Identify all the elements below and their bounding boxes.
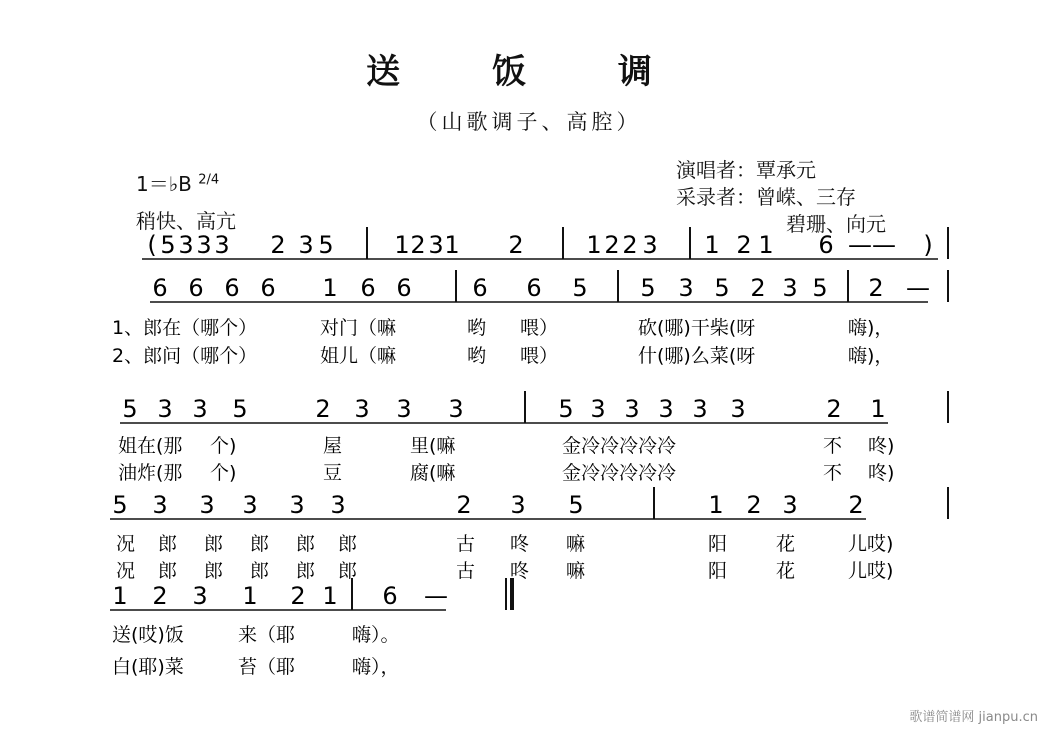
lyric-text: 腐(嘛 xyxy=(410,462,456,484)
note: 2 xyxy=(456,491,472,519)
lyric-text: 儿哎) xyxy=(848,533,894,555)
lyric-text: 喂） xyxy=(520,345,559,367)
note: —— xyxy=(848,231,896,259)
note: 3 xyxy=(354,395,370,423)
note: 3 xyxy=(510,491,526,519)
lyric-text: 郎 xyxy=(338,560,358,582)
lyric-text: 不 xyxy=(823,435,843,457)
note: 3 xyxy=(242,491,258,519)
lyric-text: 里(嘛 xyxy=(410,435,456,457)
note: 5 xyxy=(640,274,656,302)
note: 3 xyxy=(428,231,444,259)
lyric-text: 郎 xyxy=(158,560,178,582)
note: 3 xyxy=(396,395,412,423)
lyric-text: 油炸(那 xyxy=(118,462,183,484)
note: 2 xyxy=(290,582,306,610)
note: 6 xyxy=(818,231,834,259)
lyric-text: 嘛 xyxy=(566,560,586,582)
note: 1 xyxy=(394,231,410,259)
lyric-text: 不 xyxy=(823,462,843,484)
note: 1 xyxy=(870,395,886,423)
lyric-text: 1、郎在（哪个） xyxy=(112,317,258,339)
note: 2 xyxy=(152,582,168,610)
note: 5 xyxy=(558,395,574,423)
note: 3 xyxy=(178,231,194,259)
lyric-text: 嘛 xyxy=(566,533,586,555)
lyric-text: 哟 xyxy=(467,345,487,367)
song-subtitle: （山歌调子、高腔） xyxy=(416,110,642,134)
lyric-text: 嗨)， xyxy=(848,345,894,367)
note: 2 xyxy=(826,395,842,423)
lyric-text: 送(哎)饭 xyxy=(112,624,184,646)
note: 3 xyxy=(678,274,694,302)
note: 6 xyxy=(260,274,276,302)
lyric-text: 花 xyxy=(776,533,796,555)
note: 2 xyxy=(736,231,752,259)
lyric-text: 况 xyxy=(116,533,136,555)
note: 1 xyxy=(758,231,774,259)
lyric-text: 咚 xyxy=(510,533,530,555)
lyric-text: 砍(哪)干柴(呀 xyxy=(638,317,756,339)
note: 1 xyxy=(704,231,720,259)
note: 3 xyxy=(199,491,215,519)
time-signature: 2/4 xyxy=(198,172,220,188)
note: 6 xyxy=(382,582,398,610)
lyric-text: 郎 xyxy=(250,533,270,555)
lyric-text: 古 xyxy=(456,560,476,582)
note: 2 xyxy=(604,231,620,259)
lyric-text: 2、郎问（哪个） xyxy=(112,345,258,367)
watermark: 歌谱简谱网 jianpu.cn xyxy=(909,710,1038,725)
note: 6 xyxy=(188,274,204,302)
note: 3 xyxy=(152,491,168,519)
note: 6 xyxy=(526,274,542,302)
recorder-credit-2: 碧珊、向元 xyxy=(786,212,886,236)
note: 3 xyxy=(624,395,640,423)
note: 6 xyxy=(396,274,412,302)
note: ( xyxy=(147,231,157,259)
lyric-text: 郎 xyxy=(204,533,224,555)
note: ) xyxy=(923,231,933,259)
tempo-marking: 稍快、高亢 xyxy=(136,209,236,233)
note: 5 xyxy=(572,274,588,302)
lyric-text: 嗨）， xyxy=(352,656,400,678)
note: 1 xyxy=(586,231,602,259)
note: 5 xyxy=(568,491,584,519)
lyric-text: 郎 xyxy=(296,533,316,555)
lyric-text: 个) xyxy=(210,462,237,484)
note: 1 xyxy=(708,491,724,519)
note: 3 xyxy=(590,395,606,423)
lyric-text: 咚) xyxy=(868,435,895,457)
lyric-text: 屋 xyxy=(323,435,343,457)
note: 3 xyxy=(330,491,346,519)
note: 2 xyxy=(622,231,638,259)
lyric-text: 郎 xyxy=(250,560,270,582)
lyric-text: 古 xyxy=(456,533,476,555)
lyric-text: 儿哎) xyxy=(848,560,894,582)
note: 5 xyxy=(714,274,730,302)
note: 5 xyxy=(232,395,248,423)
note: 1 xyxy=(242,582,258,610)
lyric-text: 豆 xyxy=(323,462,343,484)
note: 6 xyxy=(360,274,376,302)
lyric-text: 金冷冷冷冷冷 xyxy=(562,462,677,484)
note: 3 xyxy=(692,395,708,423)
note: — xyxy=(424,582,448,610)
note: 3 xyxy=(214,231,230,259)
lyric-text: 花 xyxy=(776,560,796,582)
note: 6 xyxy=(224,274,240,302)
note: 3 xyxy=(658,395,674,423)
lyric-text: 金冷冷冷冷冷 xyxy=(562,435,677,457)
note: 1 xyxy=(322,274,338,302)
lyric-text: 哟 xyxy=(467,317,487,339)
lyric-text: 郎 xyxy=(158,533,178,555)
note: 3 xyxy=(196,231,212,259)
note: 3 xyxy=(642,231,658,259)
lyric-text: 喂） xyxy=(520,317,559,339)
note: 3 xyxy=(298,231,314,259)
note: 1 xyxy=(322,582,338,610)
note: 6 xyxy=(472,274,488,302)
note: 3 xyxy=(448,395,464,423)
note: 3 xyxy=(730,395,746,423)
lyric-text: 姐儿（嘛 xyxy=(320,345,397,367)
note: 3 xyxy=(782,274,798,302)
key-signature-text: 1＝♭B xyxy=(136,172,192,196)
lyric-text: 对门（嘛 xyxy=(320,317,397,339)
lyric-text: 什(哪)么菜(呀 xyxy=(638,345,756,367)
note: 1 xyxy=(112,582,128,610)
note: 3 xyxy=(157,395,173,423)
note: 2 xyxy=(508,231,524,259)
note: — xyxy=(906,274,930,302)
note: 5 xyxy=(122,395,138,423)
note: 2 xyxy=(410,231,426,259)
singer-credit: 演唱者：覃承元 xyxy=(676,158,816,182)
note: 2 xyxy=(270,231,286,259)
note: 6 xyxy=(152,274,168,302)
lyric-text: 个) xyxy=(210,435,237,457)
lyric-text: 郎 xyxy=(338,533,358,555)
lyric-text: 嗨)， xyxy=(848,317,894,339)
lyric-text: 来（耶 xyxy=(238,624,296,646)
lyric-text: 嗨）。 xyxy=(352,624,400,646)
note: 1 xyxy=(444,231,460,259)
note: 5 xyxy=(812,274,828,302)
note: 3 xyxy=(289,491,305,519)
lyric-text: 姐在(那 xyxy=(118,435,183,457)
recorder-credit: 采录者：曾嵘、三存 xyxy=(676,185,856,209)
note: 5 xyxy=(160,231,176,259)
note: 2 xyxy=(315,395,331,423)
note: 2 xyxy=(750,274,766,302)
note: 2 xyxy=(746,491,762,519)
lyric-text: 阳 xyxy=(708,533,728,555)
lyric-text: 咚) xyxy=(868,462,895,484)
note: 3 xyxy=(192,582,208,610)
note: 3 xyxy=(192,395,208,423)
note: 3 xyxy=(782,491,798,519)
note: 2 xyxy=(868,274,884,302)
note: 2 xyxy=(848,491,864,519)
lyric-text: 白(耶)菜 xyxy=(112,656,184,678)
lyric-text: 郎 xyxy=(204,560,224,582)
note: 5 xyxy=(318,231,334,259)
lyric-text: 郎 xyxy=(296,560,316,582)
lyric-text: 咚 xyxy=(510,560,530,582)
lyric-text: 苔（耶 xyxy=(238,656,296,678)
song-title: 送 饭 调 xyxy=(366,52,692,92)
lyric-text: 况 xyxy=(116,560,136,582)
lyric-text: 阳 xyxy=(708,560,728,582)
note: 5 xyxy=(112,491,128,519)
